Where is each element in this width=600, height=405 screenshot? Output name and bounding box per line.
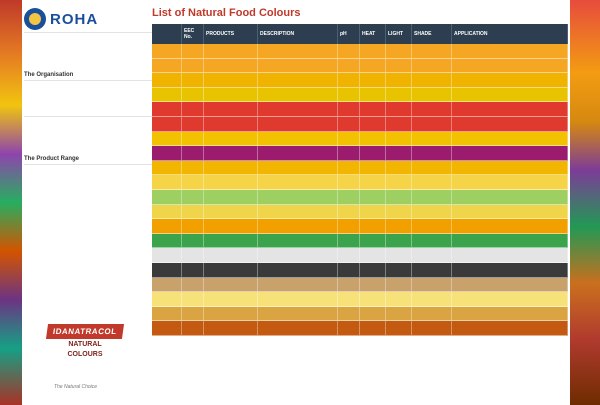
table-row xyxy=(152,234,568,249)
table-header xyxy=(152,24,568,44)
row-cell xyxy=(338,59,360,73)
row-cell xyxy=(360,248,386,262)
table-row xyxy=(152,321,568,336)
row-cell xyxy=(204,161,258,175)
table-row xyxy=(152,175,568,190)
row-cell xyxy=(386,132,412,146)
row-swatch xyxy=(152,161,182,175)
row-cell xyxy=(412,59,452,73)
row-cell xyxy=(360,234,386,248)
row-cell xyxy=(338,248,360,262)
colour-table xyxy=(152,24,568,336)
row-cell xyxy=(360,175,386,189)
row-cell xyxy=(204,132,258,146)
row-cell xyxy=(412,88,452,102)
row-cell xyxy=(204,175,258,189)
row-cell xyxy=(258,117,338,131)
table-row xyxy=(152,161,568,176)
row-cell xyxy=(386,321,412,335)
table-row xyxy=(152,88,568,103)
row-swatch xyxy=(152,219,182,233)
row-cell xyxy=(182,205,204,219)
row-cell xyxy=(386,88,412,102)
row-cell xyxy=(412,175,452,189)
row-cell xyxy=(204,190,258,204)
row-cell xyxy=(412,205,452,219)
row-cell xyxy=(412,248,452,262)
row-swatch xyxy=(152,132,182,146)
row-cell xyxy=(386,248,412,262)
roha-logo xyxy=(24,8,152,30)
row-swatch xyxy=(152,175,182,189)
row-cell xyxy=(386,146,412,160)
row-cell xyxy=(258,102,338,116)
row-cell xyxy=(338,88,360,102)
roha-logo-text: ROHA xyxy=(50,10,99,28)
row-cell xyxy=(204,307,258,321)
row-swatch xyxy=(152,88,182,102)
row-cell xyxy=(204,44,258,58)
row-cell xyxy=(258,278,338,292)
row-cell xyxy=(338,190,360,204)
table-row xyxy=(152,59,568,74)
row-cell xyxy=(412,102,452,116)
row-cell xyxy=(338,263,360,277)
table-row xyxy=(152,44,568,59)
row-cell xyxy=(452,59,568,73)
header-swatch xyxy=(152,24,182,44)
row-cell xyxy=(204,219,258,233)
table-row xyxy=(152,307,568,322)
table-row xyxy=(152,219,568,234)
row-cell xyxy=(258,88,338,102)
header-ph: pH xyxy=(338,24,360,44)
row-swatch xyxy=(152,234,182,248)
row-swatch xyxy=(152,205,182,219)
row-cell xyxy=(338,321,360,335)
row-cell xyxy=(204,73,258,87)
row-cell xyxy=(204,117,258,131)
row-cell xyxy=(386,278,412,292)
row-cell xyxy=(204,292,258,306)
row-cell xyxy=(182,234,204,248)
row-cell xyxy=(204,146,258,160)
row-cell xyxy=(338,146,360,160)
table-row xyxy=(152,292,568,307)
row-cell xyxy=(386,59,412,73)
row-cell xyxy=(452,278,568,292)
row-swatch xyxy=(152,292,182,306)
page-title: List of Natural Food Colours xyxy=(152,7,301,19)
brand-sub-1: NATURAL xyxy=(68,340,102,348)
row-cell xyxy=(182,263,204,277)
row-cell xyxy=(386,190,412,204)
row-cell xyxy=(338,132,360,146)
row-cell xyxy=(386,219,412,233)
row-cell xyxy=(258,73,338,87)
table-row xyxy=(152,248,568,263)
table-body xyxy=(152,44,568,336)
row-cell xyxy=(452,73,568,87)
row-cell xyxy=(386,175,412,189)
row-cell xyxy=(204,59,258,73)
row-cell xyxy=(338,161,360,175)
row-cell xyxy=(360,278,386,292)
row-cell xyxy=(360,321,386,335)
row-cell xyxy=(182,219,204,233)
organisation-paragraph xyxy=(24,80,152,114)
table-row xyxy=(152,263,568,278)
row-cell xyxy=(360,88,386,102)
row-cell xyxy=(452,117,568,131)
row-cell xyxy=(412,190,452,204)
tagline: The Natural Choice xyxy=(54,384,98,390)
product-range-paragraph xyxy=(24,164,152,198)
row-cell xyxy=(258,59,338,73)
row-cell xyxy=(182,102,204,116)
row-cell xyxy=(338,292,360,306)
row-swatch xyxy=(152,146,182,160)
row-cell xyxy=(386,102,412,116)
row-cell xyxy=(338,175,360,189)
row-cell xyxy=(204,205,258,219)
row-cell xyxy=(412,146,452,160)
idanatracol-brand xyxy=(24,314,146,368)
row-cell xyxy=(258,44,338,58)
row-cell xyxy=(452,175,568,189)
row-cell xyxy=(412,292,452,306)
row-cell xyxy=(204,321,258,335)
row-cell xyxy=(452,263,568,277)
row-cell xyxy=(452,102,568,116)
row-cell xyxy=(360,263,386,277)
row-cell xyxy=(452,44,568,58)
row-cell xyxy=(258,161,338,175)
row-cell xyxy=(258,234,338,248)
row-cell xyxy=(204,248,258,262)
row-cell xyxy=(338,219,360,233)
row-cell xyxy=(182,278,204,292)
brand-sub-2: COLOURS xyxy=(67,350,103,358)
row-cell xyxy=(182,190,204,204)
header-products: PRODUCTS xyxy=(204,24,258,44)
sidebar xyxy=(24,6,152,402)
row-cell xyxy=(412,44,452,58)
row-cell xyxy=(386,73,412,87)
left-food-photo-strip xyxy=(0,0,22,405)
row-cell xyxy=(338,307,360,321)
row-cell xyxy=(452,88,568,102)
row-swatch xyxy=(152,278,182,292)
row-cell xyxy=(412,321,452,335)
row-cell xyxy=(452,161,568,175)
row-swatch xyxy=(152,190,182,204)
row-swatch xyxy=(152,117,182,131)
header-light: LIGHT xyxy=(386,24,412,44)
row-cell xyxy=(452,292,568,306)
row-cell xyxy=(258,205,338,219)
row-cell xyxy=(452,190,568,204)
table-row xyxy=(152,205,568,220)
row-cell xyxy=(452,205,568,219)
row-cell xyxy=(258,307,338,321)
row-cell xyxy=(386,263,412,277)
colour-list xyxy=(152,6,568,402)
row-cell xyxy=(386,161,412,175)
row-cell xyxy=(360,219,386,233)
row-cell xyxy=(412,132,452,146)
row-cell xyxy=(204,263,258,277)
row-cell xyxy=(412,117,452,131)
row-cell xyxy=(360,132,386,146)
row-cell xyxy=(204,278,258,292)
row-cell xyxy=(204,88,258,102)
row-cell xyxy=(412,263,452,277)
row-cell xyxy=(258,321,338,335)
row-cell xyxy=(386,234,412,248)
row-cell xyxy=(386,307,412,321)
row-swatch xyxy=(152,102,182,116)
roha-logo-icon xyxy=(24,8,46,30)
row-cell xyxy=(258,146,338,160)
right-food-photo-strip xyxy=(570,0,600,405)
row-cell xyxy=(452,307,568,321)
row-swatch xyxy=(152,307,182,321)
row-cell xyxy=(360,102,386,116)
row-cell xyxy=(386,292,412,306)
row-cell xyxy=(412,73,452,87)
row-cell xyxy=(182,73,204,87)
row-cell xyxy=(204,234,258,248)
row-cell xyxy=(258,263,338,277)
table-row xyxy=(152,102,568,117)
row-cell xyxy=(386,205,412,219)
row-cell xyxy=(338,117,360,131)
row-cell xyxy=(338,205,360,219)
row-cell xyxy=(412,234,452,248)
table-row xyxy=(152,73,568,88)
header-description: DESCRIPTION xyxy=(258,24,338,44)
row-cell xyxy=(338,278,360,292)
row-swatch xyxy=(152,321,182,335)
row-cell xyxy=(182,132,204,146)
row-cell xyxy=(412,278,452,292)
row-cell xyxy=(182,146,204,160)
row-cell xyxy=(412,307,452,321)
row-cell xyxy=(360,59,386,73)
table-row xyxy=(152,278,568,293)
brand-name: IDANATRACOL xyxy=(46,324,124,339)
row-swatch xyxy=(152,248,182,262)
row-cell xyxy=(182,59,204,73)
portfolio-paragraph xyxy=(24,116,152,150)
row-cell xyxy=(258,219,338,233)
row-cell xyxy=(360,146,386,160)
row-cell xyxy=(412,219,452,233)
organisation-heading: The Organisation xyxy=(24,72,74,78)
row-cell xyxy=(386,117,412,131)
row-cell xyxy=(360,161,386,175)
row-cell xyxy=(360,292,386,306)
table-row xyxy=(152,146,568,161)
row-cell xyxy=(386,44,412,58)
row-cell xyxy=(182,248,204,262)
row-cell xyxy=(360,205,386,219)
row-cell xyxy=(412,161,452,175)
row-cell xyxy=(182,175,204,189)
row-cell xyxy=(182,292,204,306)
row-cell xyxy=(182,117,204,131)
row-cell xyxy=(338,234,360,248)
intro-paragraph xyxy=(24,32,152,66)
row-swatch xyxy=(152,73,182,87)
row-cell xyxy=(452,219,568,233)
table-row xyxy=(152,190,568,205)
row-cell xyxy=(258,132,338,146)
row-cell xyxy=(182,44,204,58)
row-cell xyxy=(338,102,360,116)
row-cell xyxy=(258,175,338,189)
row-cell xyxy=(182,307,204,321)
header-heat: HEAT xyxy=(360,24,386,44)
row-cell xyxy=(360,190,386,204)
table-row xyxy=(152,117,568,132)
row-swatch xyxy=(152,263,182,277)
row-cell xyxy=(204,102,258,116)
row-cell xyxy=(452,321,568,335)
row-cell xyxy=(452,132,568,146)
row-cell xyxy=(338,73,360,87)
row-swatch xyxy=(152,44,182,58)
product-range-heading: The Product Range xyxy=(24,156,80,162)
row-cell xyxy=(360,73,386,87)
header-eec-no: EEC No. xyxy=(182,24,204,44)
row-cell xyxy=(452,248,568,262)
row-cell xyxy=(258,190,338,204)
row-cell xyxy=(258,292,338,306)
row-cell xyxy=(452,146,568,160)
row-cell xyxy=(182,321,204,335)
row-swatch xyxy=(152,59,182,73)
row-cell xyxy=(360,44,386,58)
table-row xyxy=(152,132,568,147)
row-cell xyxy=(452,234,568,248)
row-cell xyxy=(258,248,338,262)
row-cell xyxy=(182,88,204,102)
row-cell xyxy=(182,161,204,175)
header-application: APPLICATION xyxy=(452,24,568,44)
row-cell xyxy=(338,44,360,58)
header-shade: SHADE xyxy=(412,24,452,44)
row-cell xyxy=(360,307,386,321)
row-cell xyxy=(360,117,386,131)
